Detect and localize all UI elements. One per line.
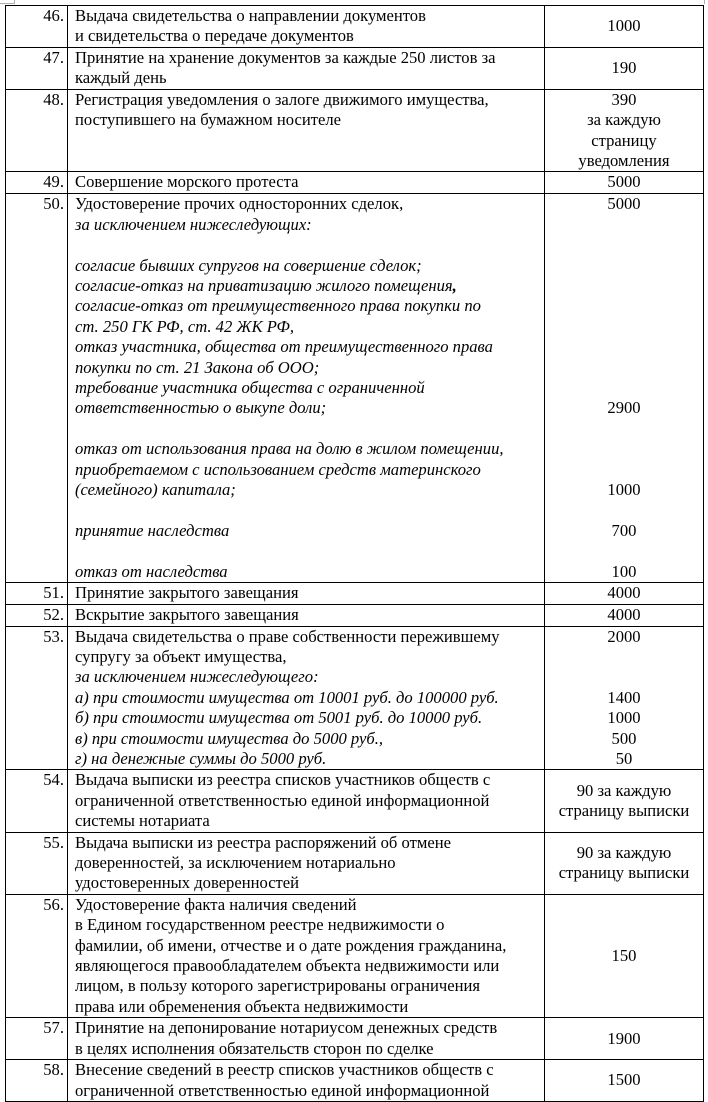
description-line: Регистрация уведомления о залоге движимого имущества, — [75, 89, 489, 109]
price-line: страницу выписки — [558, 863, 690, 883]
row-price — [545, 89, 704, 172]
price-line: 1500 — [607, 1070, 641, 1090]
price-line: 1000 — [607, 708, 641, 728]
price-line: уведомления — [578, 151, 670, 171]
description-line: Выдача свидетельства о праве собственности пережившему — [75, 626, 500, 646]
price-line: 50 — [615, 748, 633, 768]
row-number: 50. — [6, 194, 68, 583]
description-line: Совершение морского протеста — [75, 172, 299, 192]
row-price — [545, 1060, 704, 1102]
exception-item: (семейного) капитала; — [75, 480, 236, 500]
crop-mark-top-left — [0, 3, 14, 4]
table-row — [6, 583, 704, 604]
price-line: 90 за каждую — [576, 780, 672, 800]
price-line: 390 — [611, 89, 637, 109]
exceptions-intro: за исключением нижеследующих: — [75, 214, 312, 234]
table-row — [6, 1018, 704, 1060]
exception-item: г) на денежные суммы до 5000 руб. — [75, 748, 327, 768]
table-row — [6, 770, 704, 832]
description-line: Вскрытие закрытого завещания — [75, 604, 299, 624]
price-line: 1900 — [607, 1028, 641, 1048]
row-number: 56. — [6, 894, 68, 1017]
row-description — [68, 47, 545, 89]
description-line: ограниченной ответственностью единой информационной — [75, 790, 490, 810]
price-line: 2900 — [607, 398, 641, 418]
price-line: 1400 — [607, 687, 641, 707]
row-description — [68, 604, 545, 626]
exception-item: согласие-отказ на приватизацию жилого помещения, — [75, 276, 457, 296]
exception-item: согласие-отказ от преимущественного права покупки по — [75, 296, 481, 316]
row-description — [68, 626, 545, 770]
description-line: Удостоверение факта наличия сведений — [75, 894, 357, 914]
exception-item: требование участника общества с ограниченной — [75, 378, 425, 398]
row-price — [545, 47, 704, 89]
exception-text: согласие-отказ на приватизацию жилого помещения — [75, 276, 453, 296]
exception-item: отказ от использования права на долю в жилом помещении, — [75, 439, 504, 459]
price-line: 190 — [611, 58, 637, 78]
description-line: системы нотариата — [75, 811, 210, 831]
price-line: 500 — [611, 728, 637, 748]
row-price — [545, 6, 704, 48]
table-row — [6, 1060, 704, 1102]
description-line: и свидетельства о передаче документов — [75, 26, 354, 46]
description-line: супругу за объект имущества, — [75, 646, 287, 666]
table-row — [6, 894, 704, 1017]
fee-table — [5, 5, 704, 1102]
row-description — [68, 770, 545, 832]
description-line: Удостоверение прочих односторонних сделок, — [75, 194, 404, 214]
exception-item: а) при стоимости имущества от 10001 руб. до 100000 руб. — [75, 687, 499, 707]
exceptions-intro: за исключением нижеследующего: — [75, 667, 319, 687]
row-number: 52. — [6, 604, 68, 626]
exception-item: покупки по ст. 21 Закона об ООО; — [75, 357, 320, 377]
price-line: страницу выписки — [558, 800, 690, 820]
row-description — [68, 194, 545, 583]
table-row — [6, 832, 704, 894]
row-price — [545, 172, 704, 194]
exception-item: согласие бывших супругов на совершение сделок; — [75, 255, 422, 275]
row-price — [545, 770, 704, 832]
price-line: 1000 — [607, 16, 641, 36]
description-line: в целях исполнения обязательств сторон по сделке — [75, 1038, 434, 1058]
row-number: 54. — [6, 770, 68, 832]
price-line: 700 — [611, 520, 637, 540]
row-description — [68, 6, 545, 48]
table-row — [6, 604, 704, 626]
description-line: ограниченной ответственностью единой информационной — [75, 1080, 490, 1100]
row-number: 55. — [6, 832, 68, 894]
row-number: 46. — [6, 6, 68, 48]
price-line: 100 — [611, 561, 637, 581]
row-description — [68, 583, 545, 604]
row-price — [545, 832, 704, 894]
price-line: 5000 — [607, 194, 641, 214]
price-line: 4000 — [607, 583, 641, 603]
table-row — [6, 626, 704, 770]
price-line: 1000 — [607, 479, 641, 499]
table-row — [6, 6, 704, 48]
row-description — [68, 1018, 545, 1060]
price-line: 4000 — [607, 604, 641, 624]
price-line: 150 — [611, 945, 637, 965]
description-line: лицом, в пользу которого зарегистрированы ограничения — [75, 976, 480, 996]
description-line: фамилии, об имени, отчестве и о дате рождения гражданина, — [75, 935, 507, 955]
row-price — [545, 583, 704, 604]
row-price — [545, 604, 704, 626]
price-line: страницу — [591, 130, 657, 150]
description-line: Выдача выписки из реестра распоряжений об отмене — [75, 832, 451, 852]
description-line: в Едином государственном реестре недвижимости о — [75, 915, 445, 935]
crop-mark-top-right — [704, 0, 705, 4]
row-number: 58. — [6, 1060, 68, 1102]
table-row — [6, 172, 704, 194]
row-number: 51. — [6, 583, 68, 604]
description-line: Выдача свидетельства о направлении документов — [75, 6, 426, 25]
row-description — [68, 894, 545, 1017]
description-line: Принятие на депонирование нотариусом денежных средств — [75, 1018, 498, 1038]
description-line: права или обременения объекта недвижимости — [75, 996, 409, 1016]
row-description — [68, 172, 545, 194]
table-row — [6, 89, 704, 172]
description-line: каждый день — [75, 68, 167, 88]
row-description — [68, 89, 545, 172]
description-line: Принятие на хранение документов за каждые 250 листов за — [75, 47, 496, 67]
price-line: 90 за каждую — [576, 842, 672, 862]
description-line: доверенностей, за исключением нотариально — [75, 852, 396, 872]
row-price — [545, 194, 704, 583]
description-line: удостоверенных доверенностей — [75, 873, 300, 893]
row-number: 57. — [6, 1018, 68, 1060]
exception-item: приобретаемом с использованием средств материнского — [75, 459, 481, 479]
exception-item: в) при стоимости имущества до 5000 руб., — [75, 728, 384, 748]
exception-item: ст. 250 ГК РФ, ст. 42 ЖК РФ, — [75, 316, 294, 336]
exception-item: принятие наследства — [75, 520, 230, 540]
table-row — [6, 194, 704, 583]
row-price — [545, 1018, 704, 1060]
exception-item: отказ от наследства — [75, 561, 228, 581]
description-line: Принятие закрытого завещания — [75, 583, 299, 603]
description-line: Внесение сведений в реестр списков участников обществ с — [75, 1060, 494, 1080]
price-line: 5000 — [607, 172, 641, 192]
row-price — [545, 626, 704, 770]
row-number: 48. — [6, 89, 68, 172]
price-line: за каждую — [587, 110, 661, 130]
description-line: поступившего на бумажном носителе — [75, 110, 341, 130]
price-line: 2000 — [607, 626, 641, 646]
row-description — [68, 1060, 545, 1102]
description-line: Выдача выписки из реестра списков участников обществ с — [75, 770, 491, 790]
table-row — [6, 47, 704, 89]
exception-item: отказ участника, общества от преимущественного права — [75, 337, 493, 357]
exception-item: ответственностью о выкупе доли; — [75, 398, 327, 418]
row-number: 47. — [6, 47, 68, 89]
exception-item: б) при стоимости имущества от 5001 руб. до 10000 руб. — [75, 708, 483, 728]
row-number: 53. — [6, 626, 68, 770]
crop-mark-top-left-v — [14, 0, 15, 4]
description-line: являющегося правообладателем объекта недвижимости или — [75, 956, 500, 975]
row-description — [68, 832, 545, 894]
row-number: 49. — [6, 172, 68, 194]
row-price — [545, 894, 704, 1017]
